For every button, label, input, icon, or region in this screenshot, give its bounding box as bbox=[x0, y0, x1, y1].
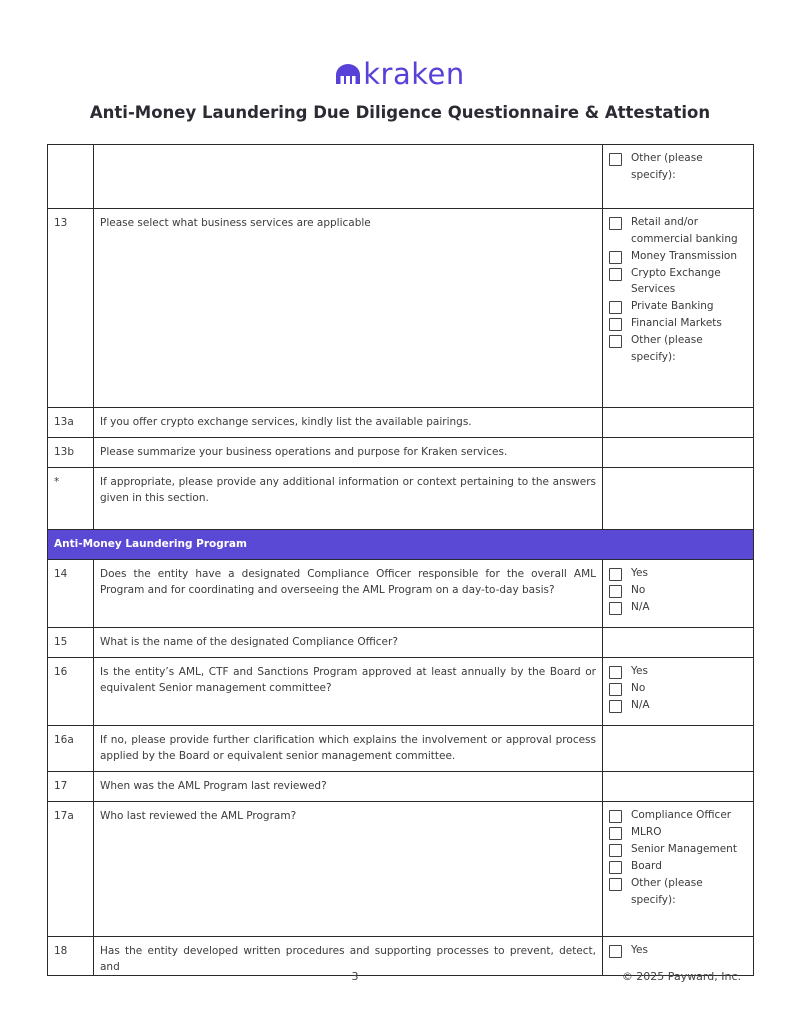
question-text: Has the entity developed written procedures and supporting processes to prevent, detect, and bbox=[94, 937, 603, 976]
option-label: MLRO bbox=[631, 826, 662, 838]
answer-cell[interactable] bbox=[603, 772, 754, 802]
question-number: 13b bbox=[48, 438, 94, 468]
table-row bbox=[48, 726, 754, 772]
answer-cell bbox=[603, 560, 754, 628]
copyright-notice: © 2025 Payward, Inc. bbox=[621, 970, 741, 983]
table-row bbox=[48, 628, 754, 658]
checkbox[interactable] bbox=[609, 810, 622, 823]
question-number: * bbox=[48, 468, 94, 530]
option-label: Other (please specify): bbox=[631, 877, 703, 906]
option-label: N/A bbox=[631, 601, 650, 613]
answer-option[interactable] bbox=[609, 665, 747, 680]
answer-option[interactable] bbox=[609, 267, 747, 298]
question-number: 16a bbox=[48, 726, 94, 772]
question-number: 13a bbox=[48, 408, 94, 438]
question-text: What is the name of the designated Compliance Officer? bbox=[94, 628, 603, 658]
checkbox[interactable] bbox=[609, 251, 622, 264]
table-row bbox=[48, 772, 754, 802]
page-number: 3 bbox=[351, 970, 359, 983]
section-title: Anti-Money Laundering Program bbox=[48, 530, 754, 560]
question-text: Does the entity have a designated Compliance Officer responsible for the overall AML Program and for coordinating and overseeing the AML Program on a day-to-day basis? bbox=[94, 560, 603, 628]
checkbox[interactable] bbox=[609, 683, 622, 696]
answer-option[interactable] bbox=[609, 334, 747, 365]
table-row bbox=[48, 560, 754, 628]
question-text: Is the entity’s AML, CTF and Sanctions Program approved at least annually by the Board or equivalent Senior management committee? bbox=[94, 658, 603, 726]
answer-cell bbox=[603, 209, 754, 408]
option-label: Yes bbox=[631, 944, 648, 956]
question-text: If appropriate, please provide any additional information or context pertaining to the answers given in this section. bbox=[94, 468, 603, 530]
option-label: No bbox=[631, 584, 646, 596]
table-row bbox=[48, 408, 754, 438]
answer-option[interactable] bbox=[609, 317, 747, 332]
answer-option[interactable] bbox=[609, 300, 747, 315]
table-row bbox=[48, 802, 754, 937]
option-label: Yes bbox=[631, 567, 648, 579]
table-row bbox=[48, 145, 754, 209]
table-row bbox=[48, 468, 754, 530]
option-label: Board bbox=[631, 860, 662, 872]
answer-cell[interactable] bbox=[603, 726, 754, 772]
answer-cell bbox=[603, 145, 754, 209]
question-number: 15 bbox=[48, 628, 94, 658]
option-label: Retail and/or commercial banking bbox=[631, 216, 738, 245]
section-header-row bbox=[48, 530, 754, 560]
answer-option[interactable] bbox=[609, 601, 747, 616]
checkbox[interactable] bbox=[609, 585, 622, 598]
option-label: Other (please specify): bbox=[631, 334, 703, 363]
question-text: If you offer crypto exchange services, kindly list the available pairings. bbox=[94, 408, 603, 438]
checkbox[interactable] bbox=[609, 217, 622, 230]
kraken-logo bbox=[0, 58, 800, 90]
answer-option[interactable] bbox=[609, 877, 747, 908]
answer-option[interactable] bbox=[609, 826, 747, 841]
checkbox[interactable] bbox=[609, 827, 622, 840]
question-text: When was the AML Program last reviewed? bbox=[94, 772, 603, 802]
checkbox[interactable] bbox=[609, 335, 622, 348]
answer-option[interactable] bbox=[609, 860, 747, 875]
answer-option[interactable] bbox=[609, 216, 747, 247]
checkbox[interactable] bbox=[609, 602, 622, 615]
question-text bbox=[94, 145, 603, 209]
answer-option[interactable] bbox=[609, 843, 747, 858]
checkbox[interactable] bbox=[609, 301, 622, 314]
question-number: 14 bbox=[48, 560, 94, 628]
option-label: No bbox=[631, 682, 646, 694]
answer-option[interactable] bbox=[609, 699, 747, 714]
question-number bbox=[48, 145, 94, 209]
checkbox[interactable] bbox=[609, 945, 622, 958]
question-text: If no, please provide further clarification which explains the involvement or approval process applied by the Board or equivalent senior management committee. bbox=[94, 726, 603, 772]
page-title: Anti-Money Laundering Due Diligence Questionnaire & Attestation bbox=[89, 103, 711, 122]
question-number: 18 bbox=[48, 937, 94, 976]
checkbox[interactable] bbox=[609, 153, 622, 166]
answer-option[interactable] bbox=[609, 944, 747, 959]
questionnaire-table bbox=[47, 144, 754, 976]
question-number: 17a bbox=[48, 802, 94, 937]
answer-cell[interactable] bbox=[603, 628, 754, 658]
option-label: Compliance Officer bbox=[631, 809, 732, 821]
logo-wordmark: kraken bbox=[363, 57, 465, 91]
question-number: 16 bbox=[48, 658, 94, 726]
answer-cell bbox=[603, 658, 754, 726]
answer-option[interactable] bbox=[609, 567, 747, 582]
answer-cell[interactable] bbox=[603, 408, 754, 438]
question-text: Please summarize your business operations and purpose for Kraken services. bbox=[94, 438, 603, 468]
checkbox[interactable] bbox=[609, 318, 622, 331]
table-row bbox=[48, 209, 754, 408]
checkbox[interactable] bbox=[609, 878, 622, 891]
checkbox[interactable] bbox=[609, 268, 622, 281]
question-number: 13 bbox=[48, 209, 94, 408]
checkbox[interactable] bbox=[609, 700, 622, 713]
answer-cell[interactable] bbox=[603, 438, 754, 468]
option-label: Senior Management bbox=[631, 843, 737, 855]
option-label: N/A bbox=[631, 699, 650, 711]
question-text: Please select what business services are applicable bbox=[94, 209, 603, 408]
answer-option[interactable] bbox=[609, 584, 747, 599]
option-label: Yes bbox=[631, 665, 648, 677]
answer-option[interactable] bbox=[609, 682, 747, 697]
option-label: Financial Markets bbox=[631, 317, 722, 329]
answer-cell bbox=[603, 802, 754, 937]
table-row bbox=[48, 658, 754, 726]
answer-option[interactable] bbox=[609, 152, 747, 183]
checkbox[interactable] bbox=[609, 568, 622, 581]
option-label: Private Banking bbox=[631, 300, 714, 312]
checkbox[interactable] bbox=[609, 844, 622, 857]
answer-option[interactable] bbox=[609, 809, 747, 824]
question-number: 17 bbox=[48, 772, 94, 802]
option-label: Money Transmission bbox=[631, 249, 737, 262]
answer-cell[interactable] bbox=[603, 468, 754, 530]
question-text: Who last reviewed the AML Program? bbox=[94, 802, 603, 937]
option-label: Crypto Exchange Services bbox=[631, 266, 721, 295]
checkbox[interactable] bbox=[609, 861, 622, 874]
kraken-logo-icon bbox=[335, 64, 361, 84]
checkbox[interactable] bbox=[609, 666, 622, 679]
option-label: Other (please specify): bbox=[631, 152, 703, 181]
table-row bbox=[48, 438, 754, 468]
answer-option[interactable] bbox=[609, 250, 747, 265]
